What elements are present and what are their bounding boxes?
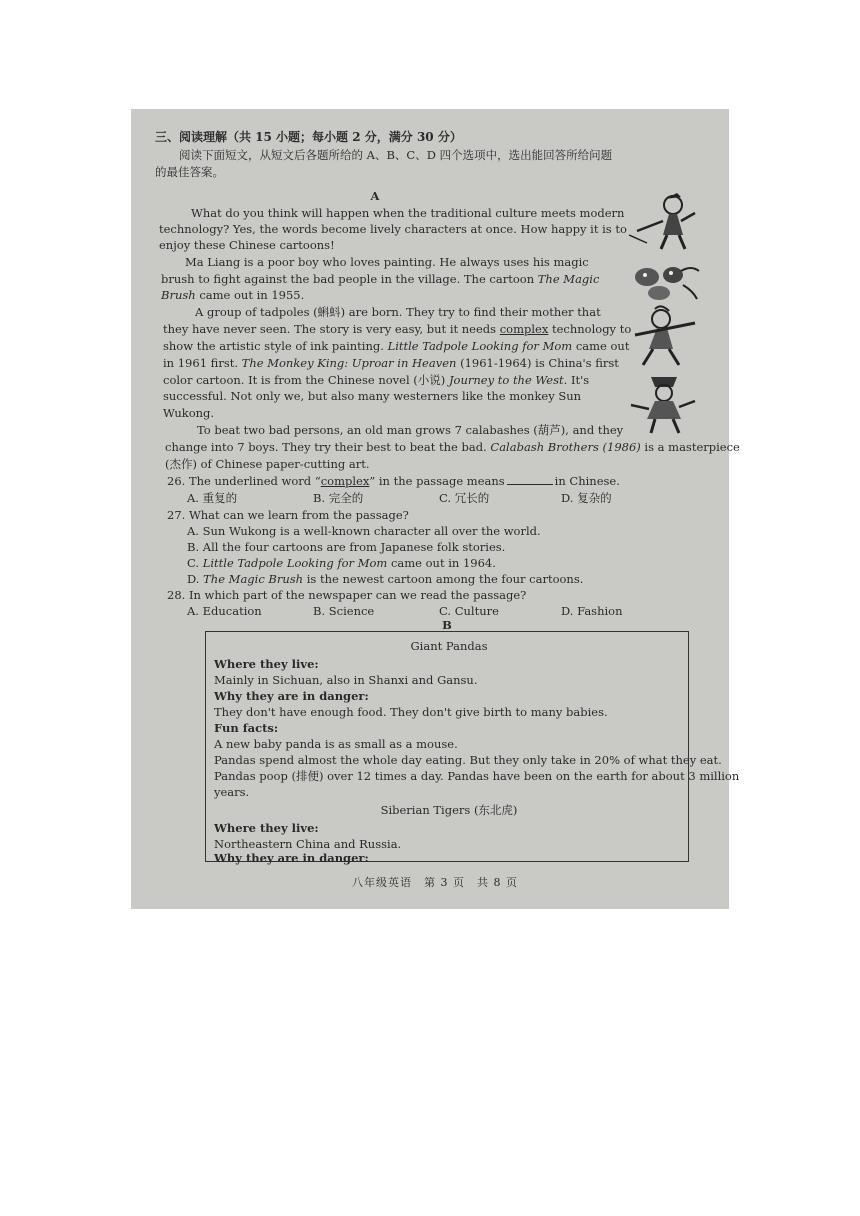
option-b[interactable]: B. Science — [313, 604, 375, 618]
option-c[interactable]: C. 冗长的 — [439, 491, 490, 505]
passage-line — [163, 372, 589, 388]
option-a[interactable]: A. Sun Wukong is a well-known character all over the world. — [187, 524, 541, 538]
text-span: show the artistic style of ink painting. — [163, 339, 388, 353]
label-danger: Why they are in danger: — [214, 851, 369, 865]
passage-line: Wukong. — [163, 406, 215, 420]
text-span: . It's — [563, 373, 590, 387]
text-span: technology to — [548, 322, 632, 336]
text-span: ” in the passage means — [369, 474, 505, 488]
text-span: is a masterpiece — [640, 440, 740, 454]
option-b[interactable]: B. All the four cartoons are from Japanese folk stories. — [187, 540, 506, 554]
text-span: came out in 1955. — [195, 288, 305, 302]
passage-line — [163, 355, 619, 371]
passage-line: To beat two bad persons, an old man grows 7 calabashes (葫芦), and they — [197, 423, 624, 437]
info-line: Pandas spend almost the whole day eating. But they only take in 20% of what they eat. — [214, 753, 722, 767]
text-span: they have never seen. The story is very easy, but it needs — [163, 322, 500, 336]
option-a[interactable]: A. 重复的 — [187, 491, 238, 505]
text-span: C. — [187, 556, 203, 570]
option-b[interactable]: B. 完全的 — [313, 491, 364, 505]
text-span: 26. The underlined word “ — [167, 474, 321, 488]
cartoon-boy-painting-icon — [625, 191, 705, 251]
option-c[interactable]: C. Culture — [439, 604, 499, 618]
info-line: Pandas poop (排便) over 12 times a day. Pandas have been on the earth for about 3 million — [214, 769, 740, 783]
passage-letter: A — [370, 189, 380, 203]
cartoon-title: Little Tadpole Looking for Mom — [202, 556, 388, 570]
passage-letter: B — [442, 618, 452, 632]
label-danger: Why they are in danger: — [214, 689, 369, 703]
option-d[interactable] — [187, 571, 583, 587]
cartoon-tadpoles-icon — [625, 257, 705, 305]
info-line: Northeastern China and Russia. — [214, 837, 402, 851]
passage-line — [161, 287, 304, 303]
passage-line: (杰作) of Chinese paper-cutting art. — [165, 457, 370, 471]
passage-line: A group of tadpoles (蝌蚪) are born. They try to find their mother that — [195, 305, 601, 319]
passage-line: enjoy these Chinese cartoons! — [159, 238, 335, 252]
underlined-word: complex — [320, 474, 370, 488]
text-span: came out in 1964. — [387, 556, 496, 570]
option-c[interactable] — [187, 555, 496, 571]
text-span: change into 7 boys. They try their best to beat the bad. — [165, 440, 491, 454]
label-where: Where they live: — [214, 821, 319, 835]
text-span: in Chinese. — [554, 474, 620, 488]
answer-blank[interactable] — [507, 474, 553, 485]
text-span: brush to fight against the bad people in the village. The cartoon — [161, 272, 538, 286]
question-26 — [167, 473, 620, 489]
passage-line — [163, 321, 631, 337]
section-title: 三、阅读理解（共 15 小题；每小题 2 分，满分 30 分） — [155, 130, 462, 144]
exam-page — [131, 109, 740, 909]
label-where: Where they live: — [214, 657, 319, 671]
passage-line — [161, 271, 599, 287]
cartoon-title: Calabash Brothers (1986) — [490, 440, 641, 454]
passage-line: What do you think will happen when the traditional culture meets modern — [191, 206, 625, 220]
info-line: A new baby panda is as small as a mouse. — [214, 737, 458, 751]
passage-line: Ma Liang is a poor boy who loves painting. He always uses his magic — [185, 255, 589, 269]
text-span: is the newest cartoon among the four cartoons. — [303, 572, 584, 586]
option-d[interactable]: D. Fashion — [561, 604, 623, 618]
instruction-line: 阅读下面短文，从短文后各题所给的 A、B、C、D 四个选项中，选出能回答所给问题 — [179, 148, 613, 162]
box-subtitle: Siberian Tigers (东北虎) — [380, 803, 518, 817]
passage-line: technology? Yes, the words become lively characters at once. How happy it is to — [159, 222, 627, 236]
info-line: years. — [214, 785, 250, 799]
cartoon-title: The Magic Brush — [203, 572, 304, 586]
option-d[interactable]: D. 复杂的 — [561, 491, 612, 505]
passage-line — [163, 338, 629, 354]
info-line: Mainly in Sichuan, also in Shanxi and Gansu. — [214, 673, 478, 687]
cartoon-title: Little Tadpole Looking for Mom — [387, 339, 573, 353]
cartoon-title: The Monkey King: Uproar in Heaven — [241, 356, 457, 370]
cartoon-title: The Magic — [537, 272, 600, 286]
question-28: 28. In which part of the newspaper can we read the passage? — [167, 588, 527, 602]
underlined-word: complex — [499, 322, 549, 336]
cartoon-calabash-brother-icon — [625, 371, 705, 435]
text-span: came out — [572, 339, 630, 353]
box-title: Giant Pandas — [410, 639, 488, 653]
question-27: 27. What can we learn from the passage? — [167, 508, 409, 522]
info-line: They don't have enough food. They don't give birth to many babies. — [214, 705, 608, 719]
cartoon-monkey-king-icon — [625, 305, 705, 369]
instruction-line: 的最佳答案。 — [155, 165, 224, 179]
text-span: D. — [187, 572, 204, 586]
option-a[interactable]: A. Education — [187, 604, 262, 618]
passage-line — [165, 439, 740, 455]
info-box — [205, 631, 740, 865]
passage-line: successful. Not only we, but also many westerners like the monkey Sun — [163, 389, 582, 403]
text-span: (1961-1964) is China's first — [456, 356, 619, 370]
label-fun-facts: Fun facts: — [214, 721, 279, 735]
page-footer: 八年级英语 第 3 页 共 8 页 — [352, 876, 518, 889]
novel-title: Journey to the West — [448, 373, 564, 387]
cartoon-title: Brush — [161, 288, 196, 302]
text-span: in 1961 first. — [163, 356, 242, 370]
text-span: color cartoon. It is from the Chinese novel (小说) — [163, 373, 449, 387]
